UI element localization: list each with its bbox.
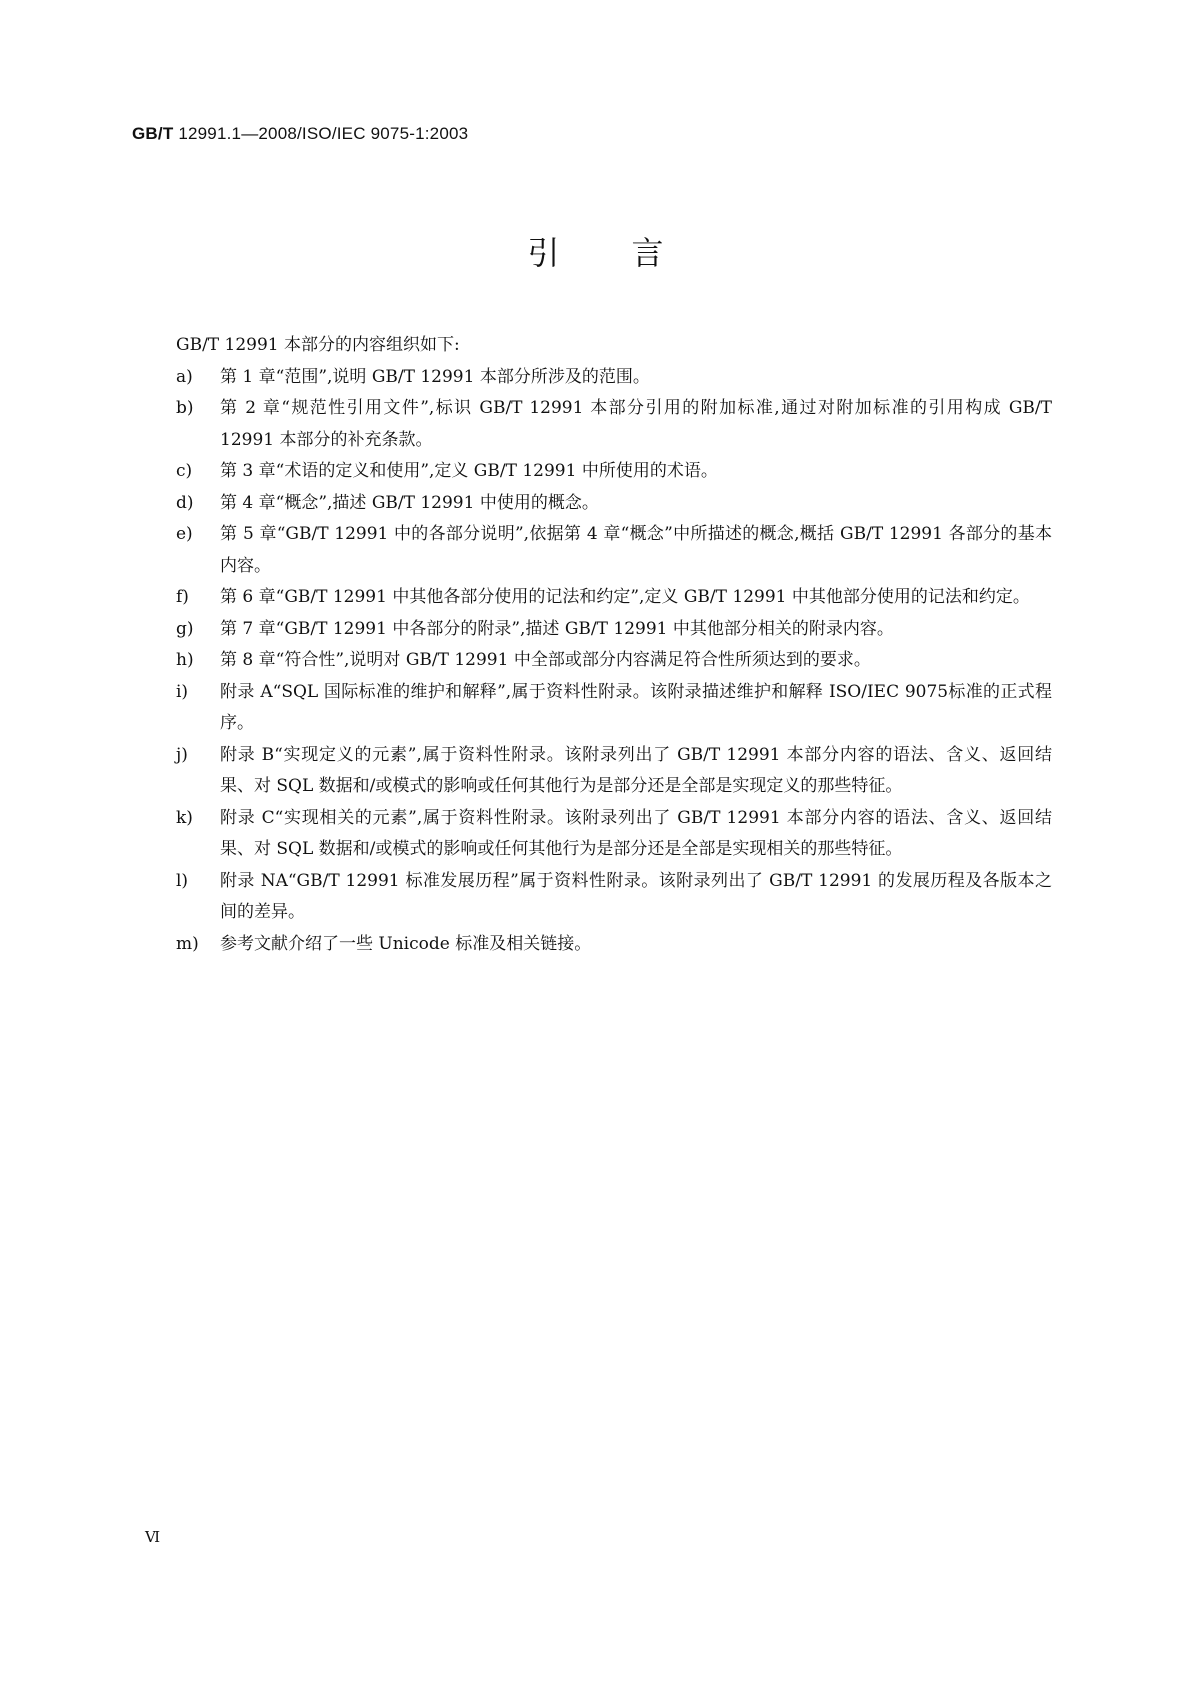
list-marker: i) — [176, 681, 189, 702]
list-marker: f) — [176, 587, 189, 607]
main-content — [176, 330, 1052, 960]
list-item — [176, 929, 1052, 961]
page-number: Ⅵ — [145, 1528, 161, 1546]
list-marker: b) — [176, 398, 194, 418]
intro-paragraph: GB/T 12991 本部分的内容组织如下: — [176, 335, 460, 355]
list-marker: l) — [176, 870, 189, 891]
list-item-text: 第 4 章“概念”,描述 GB/T 12991 中使用的概念。 — [220, 492, 599, 513]
list-item-text: 第 6 章“GB/T 12991 中其他各部分使用的记法和约定”,定义 GB/T 12991 中其他部分使用的记法和约定。 — [220, 587, 1030, 607]
list-item-text: 附录 B“实现定义的元素”,属于资料性附录。该附录列出了 GB/T 12991 本部分内容的语法、含义、返回结果、对 SQL 数据和/或模式的影响或任何其他行为是部分还是全部是实现定义的那些特征。 — [220, 744, 1052, 796]
list-item-text: 第 8 章“符合性”,说明对 GB/T 12991 中全部或部分内容满足符合性所须达到的要求。 — [220, 650, 871, 670]
list-item-text: 参考文献介绍了一些 Unicode 标准及相关链接。 — [220, 933, 592, 954]
list-item — [176, 803, 1052, 866]
list-marker: e) — [176, 524, 193, 544]
list-item-text: 第 3 章“术语的定义和使用”,定义 GB/T 12991 中所使用的术语。 — [220, 461, 718, 481]
list-marker: j) — [176, 744, 188, 765]
list-marker: k) — [176, 807, 193, 828]
list-item — [176, 614, 1052, 646]
list-item-text: 附录 C“实现相关的元素”,属于资料性附录。该附录列出了 GB/T 12991 本部分内容的语法、含义、返回结果、对 SQL 数据和/或模式的影响或任何其他行为是部分还是全部是实现相关的那些特征。 — [220, 807, 1052, 859]
list-item — [176, 393, 1052, 456]
list-item — [176, 519, 1052, 582]
standard-prefix: GB/T — [132, 124, 174, 143]
list-item — [176, 740, 1052, 803]
list-marker: c) — [176, 461, 193, 481]
list-item-text: 第 5 章“GB/T 12991 中的各部分说明”,依据第 4 章“概念”中所描述的概念,概括 GB/T 12991 各部分的基本内容。 — [220, 524, 1052, 576]
list-item — [176, 677, 1052, 740]
list-item-text: 第 1 章“范围”,说明 GB/T 12991 本部分所涉及的范围。 — [220, 366, 650, 387]
document-header — [132, 124, 468, 144]
list-marker: a) — [176, 366, 193, 387]
list-item — [176, 645, 1052, 677]
list-item-text: 附录 NA“GB/T 12991 标准发展历程”属于资料性附录。该附录列出了 GB/T 12991 的发展历程及各版本之间的差异。 — [220, 870, 1052, 922]
standard-number: 12991.1—2008/ISO/IEC 9075-1:2003 — [173, 124, 469, 143]
list-item — [176, 362, 1052, 394]
list-marker: g) — [176, 618, 194, 639]
list-marker: m) — [176, 933, 199, 954]
list-item — [176, 866, 1052, 929]
list-marker: h) — [176, 650, 194, 670]
list-item-text: 附录 A“SQL 国际标准的维护和解释”,属于资料性附录。该附录描述维护和解释 ISO/IEC 9075标准的正式程序。 — [220, 681, 1052, 733]
list-item — [176, 488, 1052, 520]
page-title: 引言 — [527, 234, 736, 272]
list-item — [176, 582, 1052, 614]
chapter-list — [176, 362, 1052, 961]
list-marker: d) — [176, 492, 194, 513]
list-item — [176, 456, 1052, 488]
list-item-text: 第 7 章“GB/T 12991 中各部分的附录”,描述 GB/T 12991 中其他部分相关的附录内容。 — [220, 618, 894, 639]
list-item-text: 第 2 章“规范性引用文件”,标识 GB/T 12991 本部分引用的附加标准,通过对附加标准的引用构成 GB/T 12991 本部分的补充条款。 — [220, 398, 1052, 450]
